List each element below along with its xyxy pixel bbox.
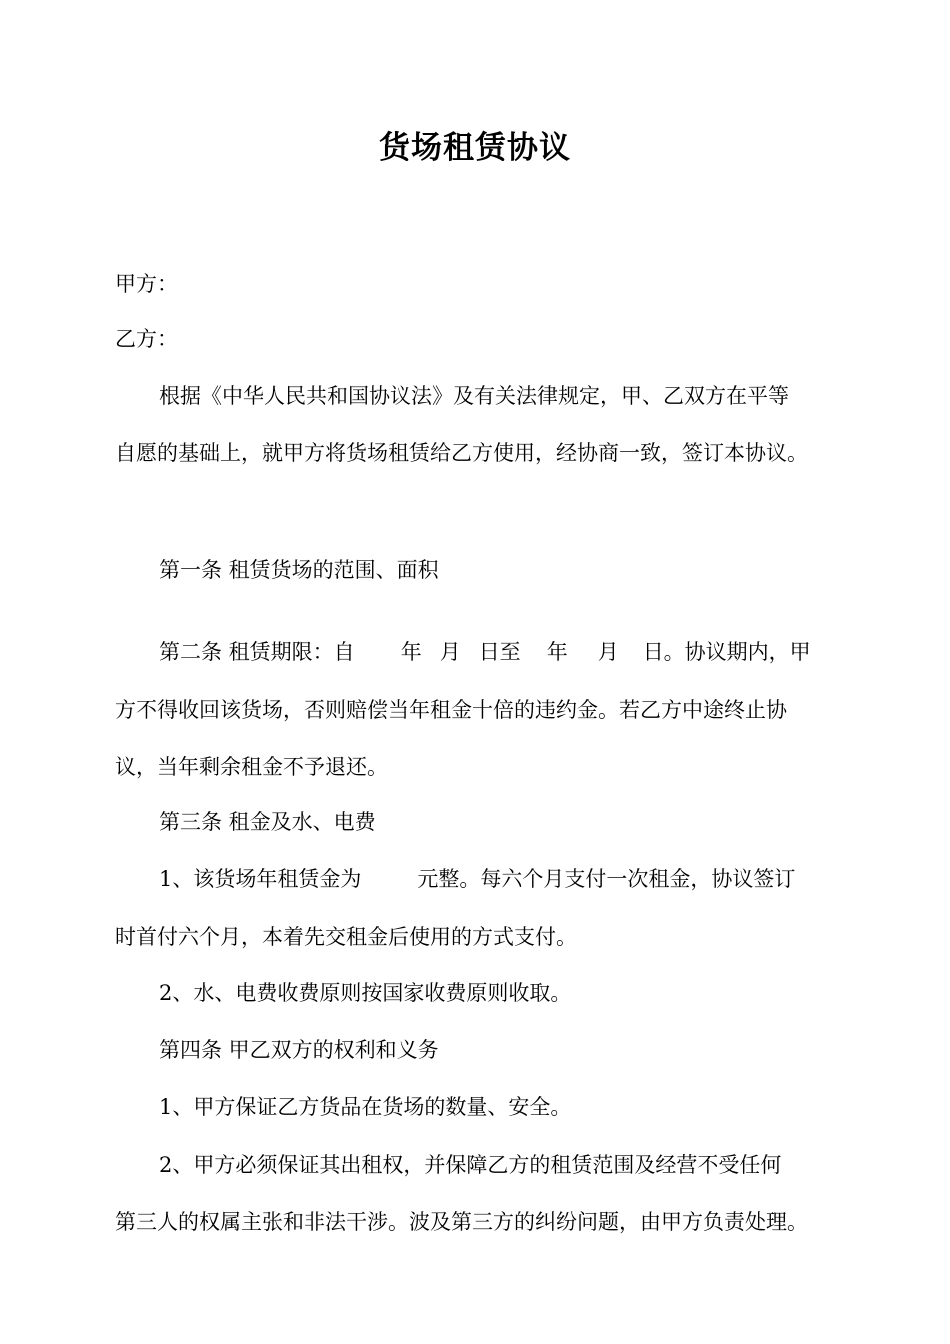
- article-2-month-2: 月: [597, 640, 619, 664]
- article-4-heading: 第四条 甲乙双方的权利和义务: [159, 1038, 439, 1062]
- article-3-item-1-b: 元整。每六个月支付一次租金，协议签订: [417, 867, 796, 891]
- article-1-heading: 第一条 租赁货场的范围、面积: [159, 558, 439, 582]
- article-2-line-1: [159, 637, 811, 667]
- document-title: 货场租赁协议: [379, 130, 571, 166]
- article-3-item-2: 2、水、电费收费原则按国家收费原则收取。: [159, 981, 572, 1005]
- article-3-item-1-line-2: 时首付六个月，本着先交租金后使用的方式支付。: [115, 925, 577, 949]
- article-2-month-1: 月: [439, 640, 461, 664]
- article-3-heading: 第三条 租金及水、电费: [159, 810, 376, 834]
- article-3-item-1-line-1: [159, 864, 795, 894]
- article-2-day-2: 日。协议期内，甲: [642, 640, 811, 664]
- intro-line-2: 自愿的基础上，就甲方将货场租赁给乙方使用，经协商一致，签订本协议。: [115, 441, 808, 465]
- article-2-year-1: 年: [400, 640, 422, 664]
- party-a-label: 甲方：: [115, 272, 178, 296]
- article-4-item-2-line-2: 第三人的权属主张和非法干涉。波及第三方的纠纷问题，由甲方负责处理。: [115, 1210, 808, 1234]
- party-b-label: 乙方：: [115, 327, 178, 351]
- article-4-item-1: 1、甲方保证乙方货品在货场的数量、安全。: [159, 1095, 572, 1119]
- article-2-heading: 第二条 租赁期限：自: [159, 640, 355, 664]
- article-4-item-2-line-1: 2、甲方必须保证其出租权，并保障乙方的租赁范围及经营不受任何: [159, 1153, 782, 1177]
- article-2-line-2: 方不得收回该货场，否则赔偿当年租金十倍的违约金。若乙方中途终止协: [115, 698, 787, 722]
- article-2-line-3: 议，当年剩余租金不予退还。: [115, 755, 388, 779]
- article-2-day-1: 日至: [478, 640, 521, 664]
- intro-line-1: 根据《中华人民共和国协议法》及有关法律规定，甲、乙双方在平等: [159, 384, 789, 408]
- article-3-item-1-a: 1、该货场年租赁金为: [159, 867, 362, 891]
- article-2-year-2: 年: [546, 640, 568, 664]
